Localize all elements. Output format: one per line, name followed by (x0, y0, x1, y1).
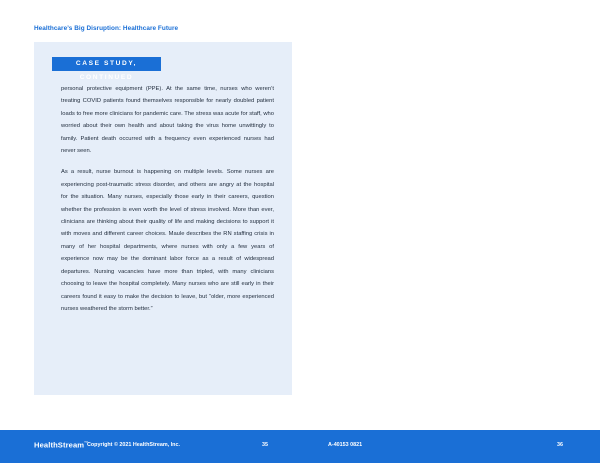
page-footer (0, 430, 600, 463)
page-number-right: 36 (557, 442, 563, 448)
copyright-text: Copyright © 2021 HealthStream, Inc. (87, 442, 180, 448)
case-study-label: CASE STUDY, CONTINUED (52, 57, 161, 71)
case-study-paragraph: personal protective equipment (PPE). At the same time, nurses who weren’t treating COVID patients found themselves responsible for nearly doubled patient loads to free more clinicians for pandemic care. The stress was acute for staff, who worried about their own health and about taking the virus home unwittingly to family. Patient death occurred with a frequency even experienced nurses had never seen. (61, 86, 274, 155)
document-code: A-40153 0821 (328, 442, 363, 448)
healthstream-logo: HealthStream™ (34, 440, 89, 450)
running-header-title: Healthcare’s Big Disruption: Healthcare Future (34, 25, 179, 32)
page-number-center: 35 (262, 442, 268, 448)
case-study-panel (34, 42, 292, 395)
brand-name: HealthStream (34, 440, 85, 450)
case-study-body (61, 83, 274, 324)
case-study-paragraph: As a result, nurse burnout is happening on multiple levels. Some nurses are experiencing post-traumatic stress disorder, and others are angry at the hospital for the situation. Many nurses, especially those early in their careers, question whether the profession is even worth the level of stress involved. More than ever, clinicians are thinking about their quality of life and making decisions to support it with moves and different career choices. Maule describes the RN staffing crisis in many of her hospital departments, where nurses with only a few years of experience now may be the dominant labor force as a result of widespread departures. Nursing vacancies have more than tripled, with many clinicians choosing to leave the hospital completely. Many nurses who are still early in their careers found it easy to make the decision to leave, but “older, more experienced nurses weathered the storm better.” (61, 169, 274, 312)
